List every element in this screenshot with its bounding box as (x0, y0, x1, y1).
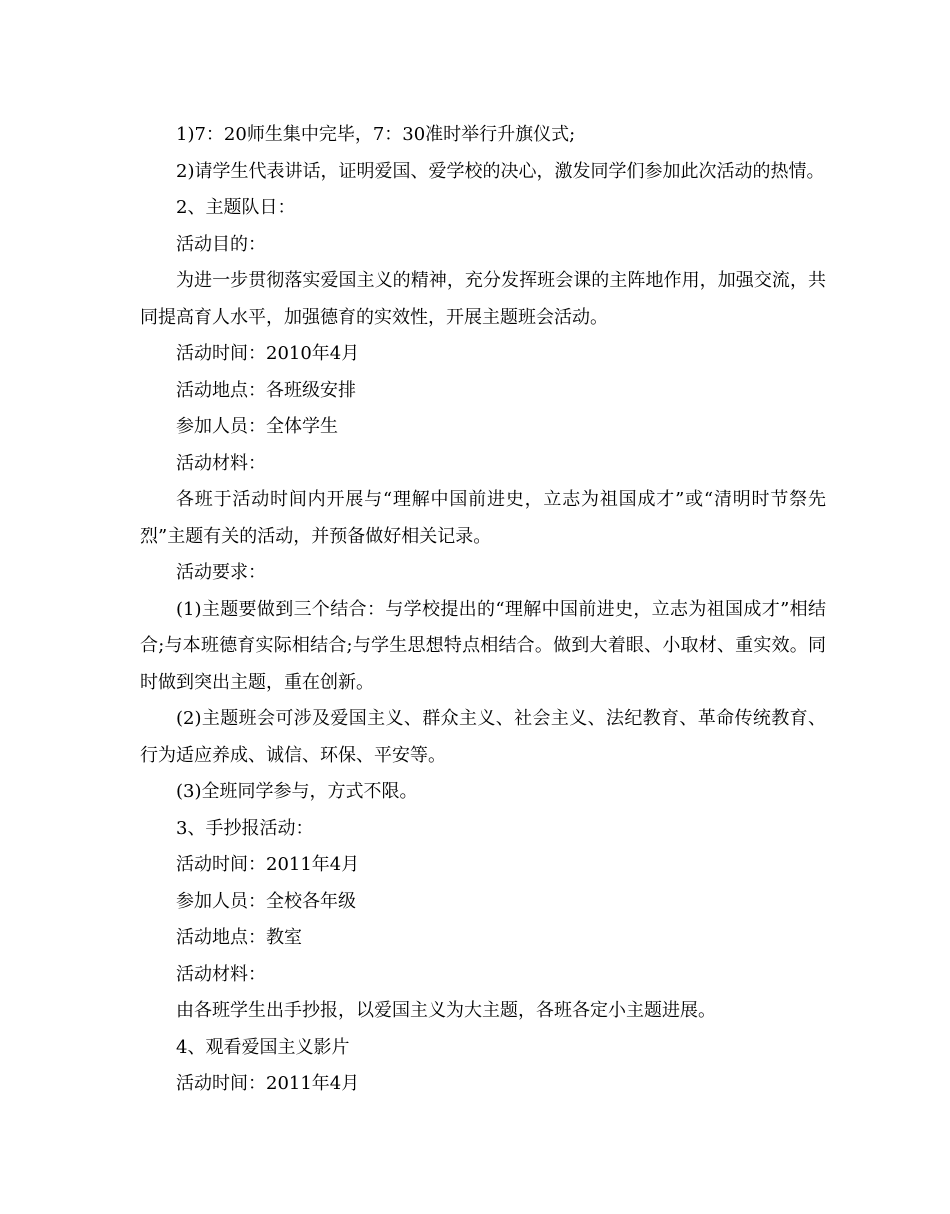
paragraph-newspaper-time: 活动时间：2011年4月 (176, 854, 360, 875)
paragraph-newspaper-materials: 由各班学生出手抄报，以爱国主义为大主题，各班各定小主题进展。 (176, 1000, 716, 1021)
paragraph-participants: 参加人员：全体学生 (176, 416, 338, 437)
label-activity-purpose: 活动目的： (176, 233, 266, 255)
paragraph-requirement-2: (2)主题班会可涉及爱国主义、群众主义、社会主义、法纪教育、革命传统教育、行为适应养成、诚信、环保、平安等。 (140, 708, 826, 766)
paragraph-flag-ceremony-time: 1)7：20师生集中完毕，7：30准时举行升旗仪式; (176, 124, 576, 145)
paragraph-requirement-1: (1)主题要做到三个结合：与学校提出的“理解中国前进史，立志为祖国成才”相结合;与本班德育实际相结合;与学生思想特点相结合。做到大着眼、小取材、重实效。同时做到突出主题，重在创新。 (140, 598, 826, 693)
paragraph-newspaper-location: 活动地点：教室 (176, 927, 302, 948)
label-activity-materials: 活动材料： (176, 452, 266, 474)
section-heading-handwritten-newspaper: 3、手抄报活动： (176, 817, 314, 839)
paragraph-student-speech: 2)请学生代表讲话，证明爱国、爱学校的决心，激发同学们参加此次活动的热情。 (176, 160, 825, 182)
document-body (140, 117, 826, 1103)
paragraph-activity-materials: 各班于活动时间内开展与“理解中国前进史，立志为祖国成才”或“清明时节祭先烈”主题有关的活动，并预备做好相关记录。 (140, 489, 826, 547)
paragraph-film-time: 活动时间：2011年4月 (176, 1073, 360, 1094)
label-newspaper-materials: 活动材料： (176, 963, 266, 985)
paragraph-newspaper-participants: 参加人员：全校各年级 (176, 890, 356, 912)
paragraph-activity-purpose: 为进一步贯彻落实爱国主义的精神，充分发挥班会课的主阵地作用，加强交流，共同提高育人水平，加强德育的实效性，开展主题班会活动。 (140, 270, 826, 328)
paragraph-activity-time: 活动时间：2010年4月 (176, 343, 360, 364)
section-heading-patriotic-film: 4、观看爱国主义影片 (176, 1036, 350, 1058)
paragraph-activity-location: 活动地点：各班级安排 (176, 379, 356, 401)
label-activity-requirements: 活动要求： (176, 562, 266, 583)
section-heading-theme-day: 2、主题队日： (176, 197, 296, 218)
paragraph-requirement-3: (3)全班同学参与，方式不限。 (176, 781, 418, 802)
